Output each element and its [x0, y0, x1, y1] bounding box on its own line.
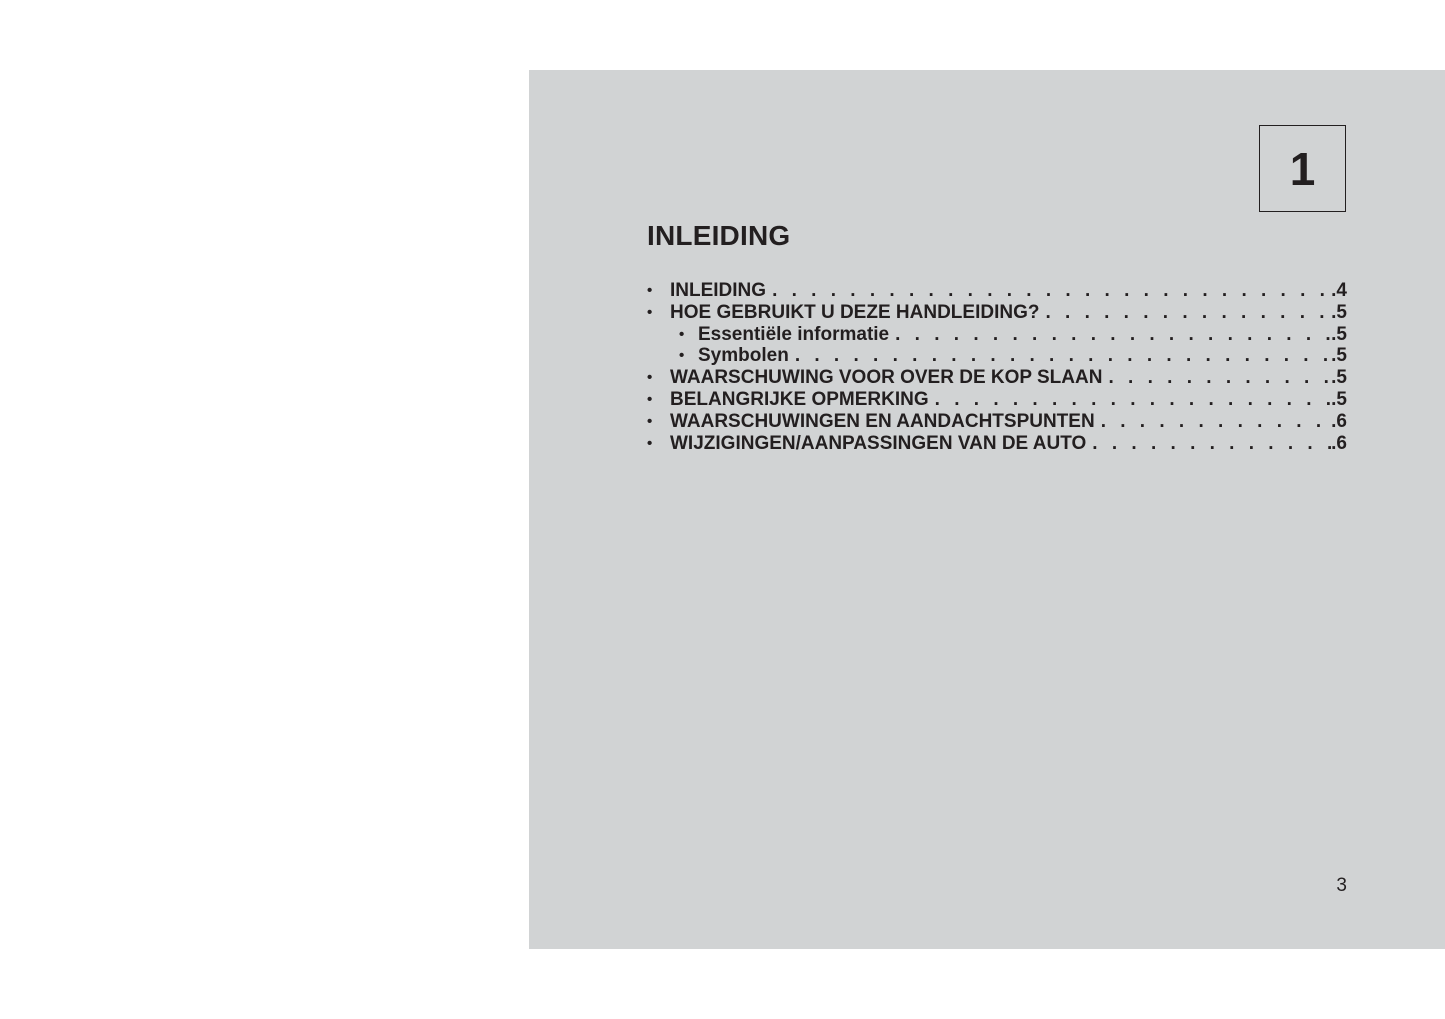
toc-entry-page: .4: [1331, 280, 1347, 301]
dot-leader: [795, 345, 1331, 367]
dot-leader: [1045, 302, 1331, 324]
toc-entry-wijzigingen-aanpassingen[interactable]: [647, 433, 1347, 455]
toc-entry-label: WAARSCHUWING VOOR OVER DE KOP SLAAN: [670, 367, 1103, 389]
bullet-icon: •: [647, 303, 653, 321]
dot-leader: [1092, 433, 1331, 455]
dot-leader: [1101, 411, 1331, 433]
bullet-icon: •: [647, 434, 653, 452]
toc-entry-waarschuwingen-aandachtspunten[interactable]: [647, 411, 1347, 433]
toc-entry-page: .5: [1331, 301, 1347, 323]
toc-entry-label: INLEIDING: [670, 280, 767, 301]
toc-entry-label: WAARSCHUWINGEN EN AANDACHTSPUNTEN: [670, 410, 1095, 432]
bullet-icon: •: [647, 282, 653, 299]
toc-entry-page: .5: [1331, 323, 1347, 345]
dot-leader: [895, 324, 1331, 346]
chapter-number-box: [1259, 125, 1346, 212]
toc-entry-waarschuwing-kop-slaan[interactable]: [647, 367, 1347, 389]
toc-entry-label: WIJZIGINGEN/AANPASSINGEN VAN DE AUTO: [670, 432, 1087, 454]
toc-entry-label: HOE GEBRUIKT U DEZE HANDLEIDING?: [670, 301, 1040, 323]
toc-entry-essentiele-informatie[interactable]: [647, 324, 1347, 346]
bullet-icon: •: [647, 369, 653, 387]
toc-entry-label: Symbolen: [698, 345, 789, 367]
dot-leader: [1108, 367, 1331, 389]
section-title: INLEIDING: [647, 220, 791, 251]
toc-entry-symbolen[interactable]: [647, 345, 1347, 367]
toc-entry-label: Essentiële informatie: [698, 323, 890, 345]
toc-entry-page: .6: [1331, 410, 1347, 432]
bullet-icon: •: [647, 412, 653, 430]
page-panel: [529, 70, 1445, 949]
toc-entry-page: .5: [1331, 367, 1347, 389]
dot-leader: [935, 389, 1332, 411]
bullet-icon: •: [647, 390, 653, 408]
table-of-contents: [647, 280, 1347, 454]
dot-leader: [772, 280, 1331, 302]
bullet-icon: •: [679, 347, 685, 365]
bullet-icon: •: [679, 325, 685, 343]
toc-entry-label: BELANGRIJKE OPMERKING: [670, 388, 929, 410]
toc-entry-page: .5: [1331, 345, 1347, 367]
chapter-number: 1: [1289, 142, 1316, 195]
toc-entry-page: .5: [1331, 388, 1347, 410]
toc-entry-inleiding[interactable]: [647, 280, 1347, 302]
toc-entry-hoe-gebruikt[interactable]: [647, 302, 1347, 324]
toc-entry-page: .6: [1331, 432, 1347, 454]
page-number: 3: [1336, 875, 1347, 896]
toc-entry-belangrijke-opmerking[interactable]: [647, 389, 1347, 411]
